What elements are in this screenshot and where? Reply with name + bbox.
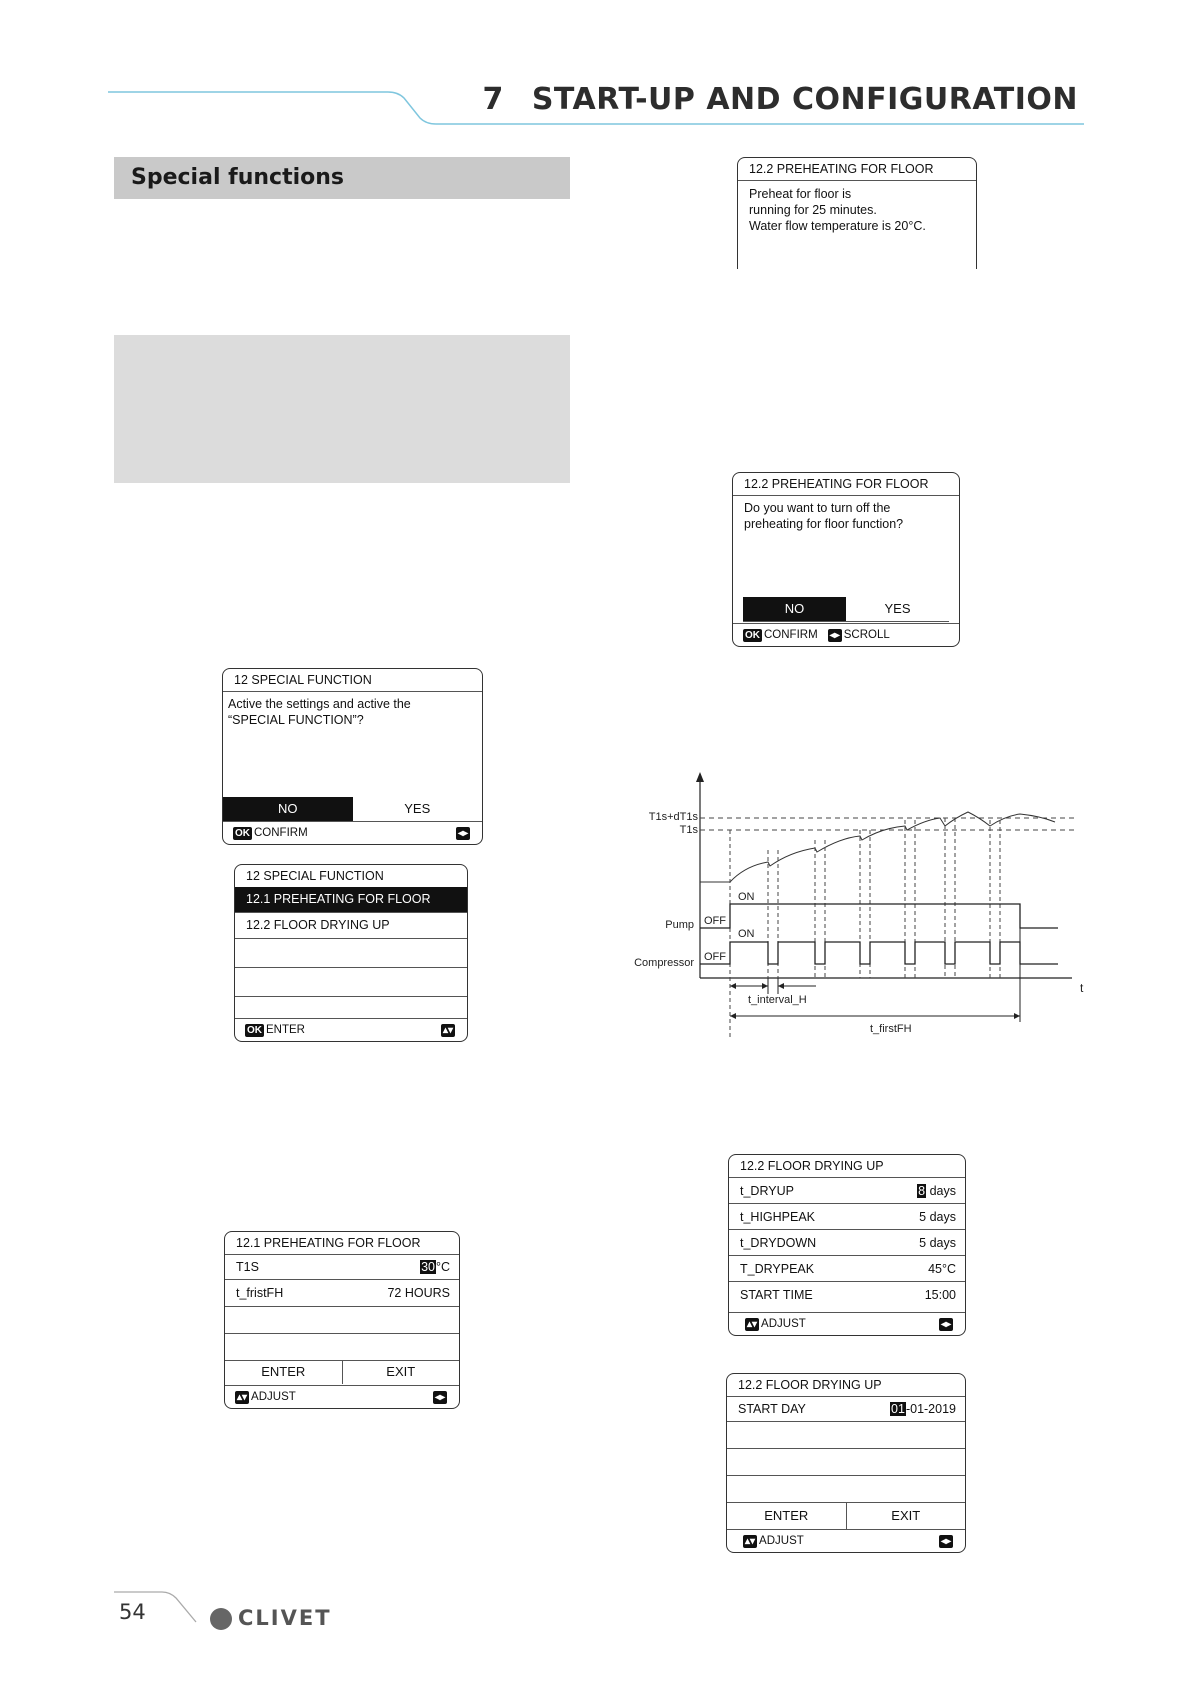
compressor-off-label: OFF [704,951,726,963]
series-label-compressor: Compressor [634,957,694,969]
up-down-arrows-icon: ▴▾ [745,1535,756,1547]
screen-title: 12.2 PREHEATING FOR FLOOR [738,158,976,181]
left-right-arrows-icon: ◂▸ [940,1318,951,1330]
t-drypeak-value: 45°C [928,1261,956,1276]
screen-footer [733,623,959,646]
screen-preheat-running [737,157,977,269]
series-label-pump: Pump [665,919,694,931]
section-title: Special functions [114,157,570,199]
ref-label-t1s: T1s [679,824,698,836]
annotation-t-firstfh: t_firstFH [870,1023,912,1035]
note-box [114,335,570,483]
screen-footer [225,1385,459,1408]
start-time-value: 15:00 [924,1288,956,1302]
up-down-arrows-icon: ▴▾ [237,1391,248,1403]
t-drypeak-label: T_DRYPEAK [740,1261,815,1276]
t-dryup-label: t_DRYUP [740,1183,794,1198]
screen-floor-drying-start-day [726,1373,966,1553]
screen-title: 12 SPECIAL FUNCTION [246,869,384,883]
row-empty [225,1334,459,1361]
t-highpeak-label: t_HIGHPEAK [740,1209,816,1224]
screen-message: Do you want to turn off the preheating for floor function? [744,501,904,531]
start-day-value[interactable]: 01 [891,1402,905,1416]
brand-logo-icon [210,1608,232,1630]
start-day-rest: -01-2019 [905,1402,956,1416]
no-button[interactable]: NO [223,797,353,821]
adjust-label: ADJUST [759,1535,804,1547]
screen-special-function-confirm [222,668,483,845]
screen-special-function-menu [234,864,468,1042]
t-highpeak-value: 5 days [919,1209,956,1224]
pump-on-label: ON [738,891,755,903]
start-time-label: START TIME [740,1288,813,1302]
yes-button[interactable]: YES [884,601,911,616]
up-down-arrows-icon: ▴▾ [747,1318,758,1330]
menu-item-preheating[interactable]: 12.1 PREHEATING FOR FLOOR [235,887,467,913]
ok-key-icon: OK [247,1024,262,1036]
screen-message: Preheat for floor is running for 25 minutes. Water flow temperature is 20°C. [749,187,926,233]
row-t-dryup[interactable] [729,1178,965,1204]
left-right-arrows-icon: ◂▸ [434,1391,445,1403]
left-right-arrows-icon: ◂▸ [829,629,840,641]
row-start-day[interactable] [727,1397,965,1422]
screen-footer [223,821,482,844]
timing-chart [620,770,1090,1045]
row-start-time[interactable] [729,1282,965,1308]
confirm-label: CONFIRM [764,629,818,641]
no-button[interactable]: NO [743,597,846,621]
start-day-label: START DAY [738,1402,806,1416]
t-drydown-value: 5 days [919,1235,956,1250]
ok-key-icon: OK [745,629,760,641]
x-axis-label: t [1080,981,1084,995]
screen-title: 12.2 PREHEATING FOR FLOOR [733,473,959,496]
left-right-arrows-icon: ◂▸ [940,1535,951,1547]
enter-label: ENTER [266,1024,305,1036]
row-t-drypeak[interactable] [729,1256,965,1282]
menu-item-empty [235,968,467,997]
chapter-number: 7 [482,82,504,117]
chapter-title: START-UP AND CONFIGURATION [531,82,1078,117]
screen-message: Active the settings and active the “SPECIAL FUNCTION”? [228,697,411,727]
row-empty [225,1307,459,1334]
row-tfirstfh[interactable] [225,1280,459,1307]
t1s-label: T1S [236,1260,259,1274]
menu-item-floor-drying[interactable]: 12.2 FLOOR DRYING UP [235,913,467,939]
row-t1s[interactable] [225,1255,459,1280]
screen-footer [727,1529,965,1552]
exit-button[interactable]: EXIT [386,1364,416,1379]
yes-button[interactable]: YES [404,801,431,816]
t-dryup-value[interactable]: 8 [918,1183,926,1198]
confirm-label: CONFIRM [254,827,308,839]
compressor-on-label: ON [738,928,755,940]
enter-button[interactable]: ENTER [225,1360,343,1384]
pump-off-label: OFF [704,915,726,927]
scroll-label: SCROLL [843,629,890,641]
screen-preheating-settings [224,1231,460,1409]
tfirstfh-label: t_fristFH [236,1286,284,1300]
ref-label-t1s-dt1s: T1s+dT1s [648,811,698,823]
screen-footer [729,1312,965,1335]
row-empty [727,1422,965,1449]
row-t-drydown[interactable] [729,1230,965,1256]
screen-footer [235,1018,467,1041]
menu-item-empty [235,939,467,968]
screen-title: 12.2 FLOOR DRYING UP [727,1374,965,1397]
t-dryup-unit: days [926,1183,956,1198]
up-down-arrows-icon: ▴▾ [442,1024,453,1036]
screen-title: 12.2 FLOOR DRYING UP [729,1155,965,1178]
left-right-arrows-icon: ◂▸ [457,827,468,839]
adjust-label: ADJUST [761,1318,806,1330]
screen-turn-off-preheat [732,472,960,647]
screen-title: 12.1 PREHEATING FOR FLOOR [225,1232,459,1255]
t-drydown-label: t_DRYDOWN [740,1235,817,1250]
row-t-highpeak[interactable] [729,1204,965,1230]
tfirstfh-value: 72 HOURS [387,1286,450,1300]
screen-title: 12 SPECIAL FUNCTION [223,669,482,692]
compressor-waveform [700,942,1058,964]
screen-floor-drying-settings [728,1154,966,1336]
annotation-t-interval-h: t_interval_H [748,994,807,1006]
row-empty [727,1476,965,1503]
chapter-heading [482,82,1078,117]
exit-button[interactable]: EXIT [891,1508,921,1523]
t1s-unit: °C [435,1260,450,1274]
t1s-value[interactable]: 30 [421,1260,435,1274]
brand-logo: CLIVET [238,1606,332,1630]
adjust-label: ADJUST [251,1391,296,1403]
row-empty [727,1449,965,1476]
pump-waveform [700,904,1058,928]
enter-button[interactable]: ENTER [727,1502,847,1530]
ok-key-icon: OK [235,827,250,839]
page-number: 54 [119,1600,146,1624]
temperature-curve [700,812,1055,882]
